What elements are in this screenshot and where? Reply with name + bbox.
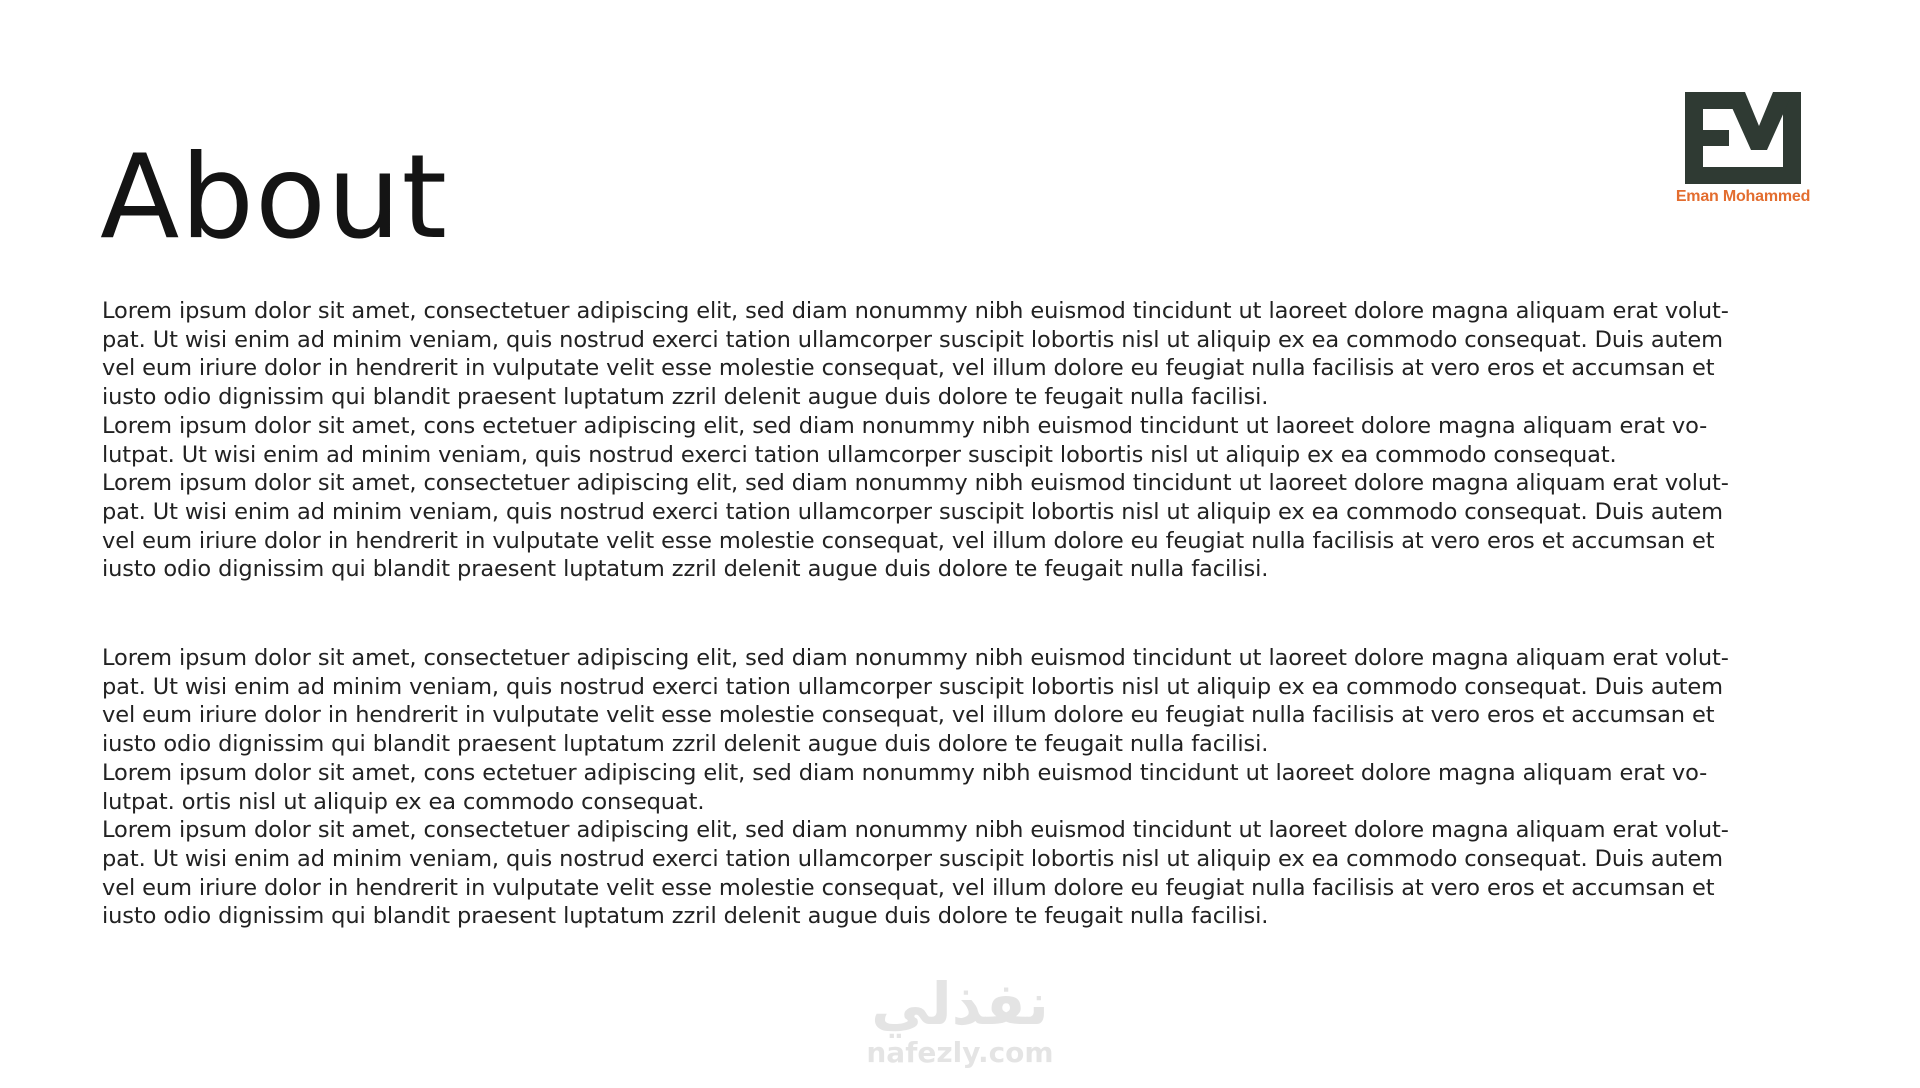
em-monogram-icon	[1685, 92, 1801, 184]
brand-name: Eman Mohammed	[1675, 188, 1811, 205]
paragraph: Lorem ipsum dolor sit amet, consectetuer adipiscing elit, sed diam nonummy nibh euismod tincidunt ut laoreet dolore magna aliquam erat volut- pat. Ut wisi enim ad minim veniam, quis nostrud exerci tation ullamcorper suscipit lobortis nisl ut aliquip ex ea commodo consequat. Duis autem vel eum iriure dolor in hendrerit in vulputate velit esse molestie consequat, vel illum dolore eu feugiat nulla facilisis at vero eros et accumsan et iusto odio dignissim qui blandit praesent luptatum zzril delenit augue duis dolore te feugait nulla facilisi.	[102, 470, 1729, 583]
page-title: About	[100, 130, 448, 265]
watermark-url-text: nafezly.com	[866, 1036, 1054, 1069]
paragraph: Lorem ipsum dolor sit amet, consectetuer adipiscing elit, sed diam nonummy nibh euismod tincidunt ut laoreet dolore magna aliquam erat volut- pat. Ut wisi enim ad minim veniam, quis nostrud exerci tation ullamcorper suscipit lobortis nisl ut aliquip ex ea commodo consequat. Duis autem vel eum iriure dolor in hendrerit in vulputate velit esse molestie consequat, vel illum dolore eu feugiat nulla facilisis at vero eros et accumsan et iusto odio dignissim qui blandit praesent luptatum zzril delenit augue duis dolore te feugait nulla facilisi.	[102, 817, 1729, 930]
paragraph: Lorem ipsum dolor sit amet, consectetuer adipiscing elit, sed diam nonummy nibh euismod tincidunt ut laoreet dolore magna aliquam erat volut- pat. Ut wisi enim ad minim veniam, quis nostrud exerci tation ullamcorper suscipit lobortis nisl ut aliquip ex ea commodo consequat. Duis autem vel eum iriure dolor in hendrerit in vulputate velit esse molestie consequat, vel illum dolore eu feugiat nulla facilisis at vero eros et accumsan et iusto odio dignissim qui blandit praesent luptatum zzril delenit augue duis dolore te feugait nulla facilisi.	[102, 298, 1729, 411]
brand-logo	[1666, 92, 1820, 216]
about-content	[102, 297, 1850, 931]
text-block-2	[102, 644, 1850, 931]
watermark-arabic-text: نفذلي	[871, 970, 1049, 1038]
watermark	[840, 972, 1080, 1088]
paragraph: Lorem ipsum dolor sit amet, consectetuer adipiscing elit, sed diam nonummy nibh euismod tincidunt ut laoreet dolore magna aliquam erat volut- pat. Ut wisi enim ad minim veniam, quis nostrud exerci tation ullamcorper suscipit lobortis nisl ut aliquip ex ea commodo consequat. Duis autem vel eum iriure dolor in hendrerit in vulputate velit esse molestie consequat, vel illum dolore eu feugiat nulla facilisis at vero eros et accumsan et iusto odio dignissim qui blandit praesent luptatum zzril delenit augue duis dolore te feugait nulla facilisi.	[102, 645, 1729, 758]
text-block-1	[102, 297, 1850, 584]
paragraph: Lorem ipsum dolor sit amet, cons ectetuer adipiscing elit, sed diam nonummy nibh euismod tincidunt ut laoreet dolore magna aliquam erat vo- lutpat. ortis nisl ut aliquip ex ea commodo consequat.	[102, 759, 1708, 815]
paragraph: Lorem ipsum dolor sit amet, cons ectetuer adipiscing elit, sed diam nonummy nibh euismod tincidunt ut laoreet dolore magna aliquam erat vo- lutpat. Ut wisi enim ad minim veniam, quis nostrud exerci tation ullamcorper suscipit lobortis nisl ut aliquip ex ea commodo consequat.	[102, 412, 1708, 468]
